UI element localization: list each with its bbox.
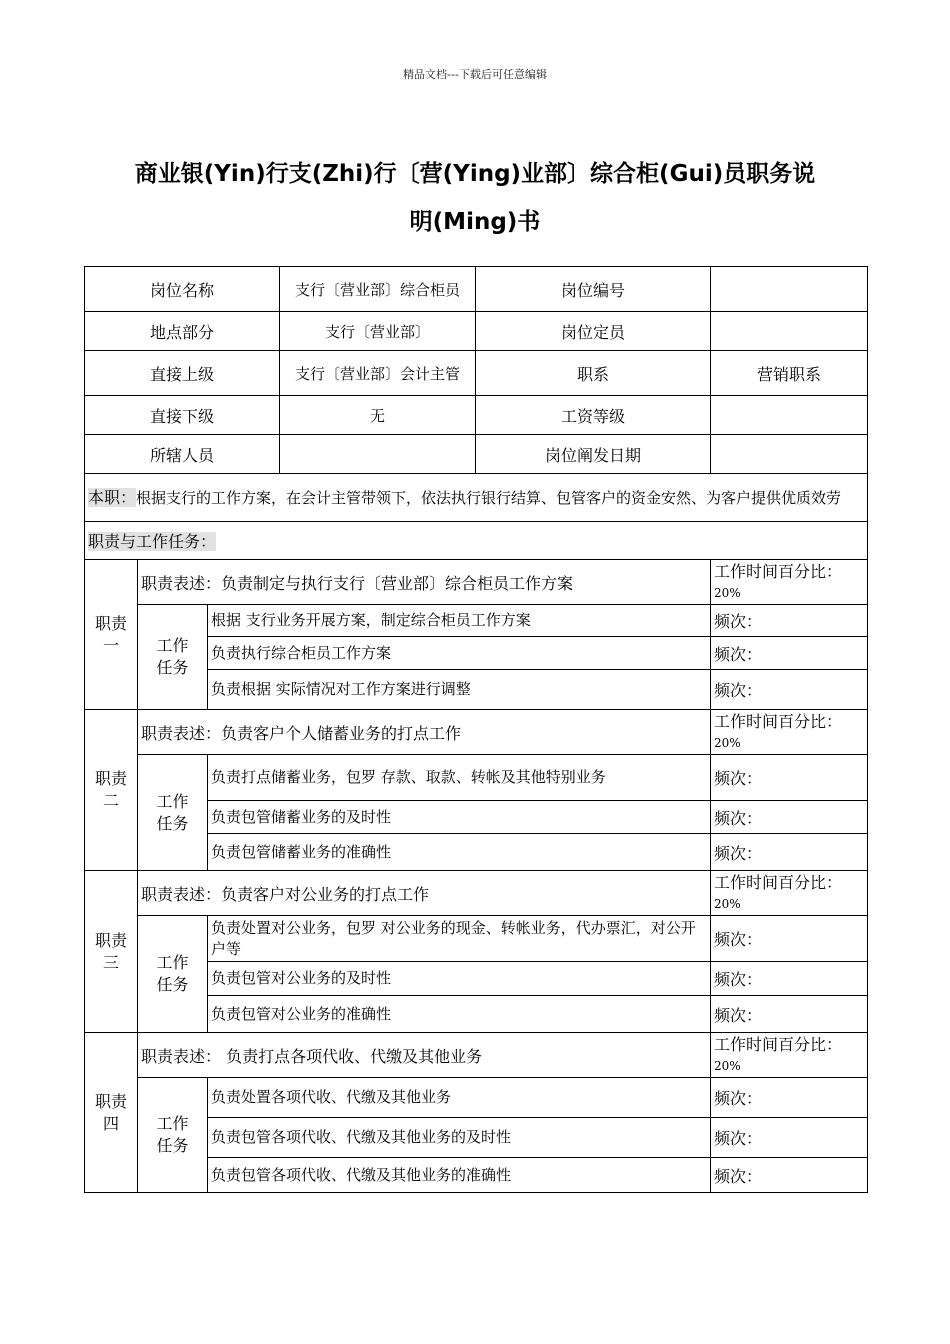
responsibility-desc: 职责表述：负责客户对公业务的打点工作 xyxy=(138,871,711,916)
label-location: 地点部分 xyxy=(85,312,280,351)
frequency-cell: 频次： xyxy=(711,1118,868,1158)
duty-text: 根据支行的工作方案，在会计主管带领下，依法执行银行结算、包管客户的资金安然、为客户提供优质效劳 xyxy=(136,488,842,507)
label-issue-date: 岗位阐发日期 xyxy=(476,435,711,474)
page-header: 精品文档---下载后可任意编辑 xyxy=(403,68,547,81)
frequency-cell: 频次： xyxy=(711,801,868,834)
frequency-cell: 频次： xyxy=(711,1158,868,1193)
value-subordinate: 无 xyxy=(280,396,476,435)
title-line-1: 商业银(Yin)行支(Zhi)行〔营(Ying)业部〕综合柜(Gui)员职务说 xyxy=(134,161,816,187)
responsibility-name: 职责四 xyxy=(85,1033,138,1193)
task-item: 负责执行综合柜员工作方案 xyxy=(208,637,711,670)
label-position-name: 岗位名称 xyxy=(85,267,280,312)
time-label: 工作时间百分比： xyxy=(714,1034,843,1054)
value-job-family: 营销职系 xyxy=(711,351,868,396)
responsibility-desc: 职责表述：负责制定与执行支行〔营业部〕综合柜员工作方案 xyxy=(138,560,711,605)
frequency-cell: 频次： xyxy=(711,962,868,996)
task-label: 工作任务 xyxy=(138,916,208,1033)
time-percentage-cell xyxy=(711,710,868,755)
label-supervisor: 直接上级 xyxy=(85,351,280,396)
time-percentage-cell xyxy=(711,871,868,916)
task-item: 负责包管对公业务的及时性 xyxy=(208,962,711,996)
label-staff: 所辖人员 xyxy=(85,435,280,474)
document-title xyxy=(0,150,950,246)
value-location: 支行〔营业部〕 xyxy=(280,312,476,351)
frequency-cell: 频次： xyxy=(711,1078,868,1118)
time-percentage-cell xyxy=(711,1033,868,1078)
task-item: 负责包管储蓄业务的及时性 xyxy=(208,801,711,834)
time-label: 工作时间百分比： xyxy=(714,561,843,581)
time-percentage: 20% xyxy=(714,896,741,911)
tasks-heading: 职责与工作任务： xyxy=(85,522,868,560)
task-item: 负责处置各项代收、代缴及其他业务 xyxy=(208,1078,711,1118)
value-position-code xyxy=(711,267,868,312)
time-percentage-cell xyxy=(711,560,868,605)
frequency-cell: 频次： xyxy=(711,996,868,1033)
label-job-family: 职系 xyxy=(476,351,711,396)
time-percentage: 20% xyxy=(714,1058,741,1073)
frequency-cell: 频次： xyxy=(711,916,868,962)
task-item: 负责根据 实际情况对工作方案进行调整 xyxy=(208,670,711,710)
frequency-cell: 频次： xyxy=(711,670,868,710)
task-item: 根据 支行业务开展方案，制定综合柜员工作方案 xyxy=(208,605,711,637)
time-percentage: 20% xyxy=(714,735,741,750)
value-staff xyxy=(280,435,476,474)
job-description-table xyxy=(84,266,868,1193)
duty-summary xyxy=(85,474,868,522)
responsibility-name: 职责三 xyxy=(85,871,138,1033)
value-position-name: 支行〔营业部〕综合柜员 xyxy=(280,267,476,312)
frequency-cell: 频次： xyxy=(711,637,868,670)
responsibility-name: 职责二 xyxy=(85,710,138,871)
task-item: 负责包管各项代收、代缴及其他业务的及时性 xyxy=(208,1118,711,1158)
value-headcount xyxy=(711,312,868,351)
task-label: 工作任务 xyxy=(138,605,208,710)
task-item: 负责处置对公业务，包罗 对公业务的现金、转帐业务，代办票汇，对公开户等 xyxy=(208,916,711,962)
time-label: 工作时间百分比： xyxy=(714,711,843,731)
time-label: 工作时间百分比： xyxy=(714,872,843,892)
value-supervisor: 支行〔营业部〕会计主管 xyxy=(280,351,476,396)
task-item: 负责打点储蓄业务，包罗 存款、取款、转帐及其他特别业务 xyxy=(208,755,711,801)
label-pay-grade: 工资等级 xyxy=(476,396,711,435)
task-label: 工作任务 xyxy=(138,755,208,871)
title-line-2: 明(Ming)书 xyxy=(409,209,541,235)
responsibility-desc: 职责表述：负责客户个人储蓄业务的打点工作 xyxy=(138,710,711,755)
task-item: 负责包管储蓄业务的准确性 xyxy=(208,834,711,871)
label-position-code: 岗位编号 xyxy=(476,267,711,312)
frequency-cell: 频次： xyxy=(711,834,868,871)
time-percentage: 20% xyxy=(714,585,741,600)
value-pay-grade xyxy=(711,396,868,435)
value-issue-date xyxy=(711,435,868,474)
task-label: 工作任务 xyxy=(138,1078,208,1193)
responsibility-desc: 职责表述： 负责打点各项代收、代缴及其他业务 xyxy=(138,1033,711,1078)
task-item: 负责包管对公业务的准确性 xyxy=(208,996,711,1033)
label-headcount: 岗位定员 xyxy=(476,312,711,351)
task-item: 负责包管各项代收、代缴及其他业务的准确性 xyxy=(208,1158,711,1193)
frequency-cell: 频次： xyxy=(711,605,868,637)
responsibility-name: 职责一 xyxy=(85,560,138,710)
frequency-cell: 频次： xyxy=(711,755,868,801)
duty-label: 本职： xyxy=(88,487,137,507)
label-subordinate: 直接下级 xyxy=(85,396,280,435)
